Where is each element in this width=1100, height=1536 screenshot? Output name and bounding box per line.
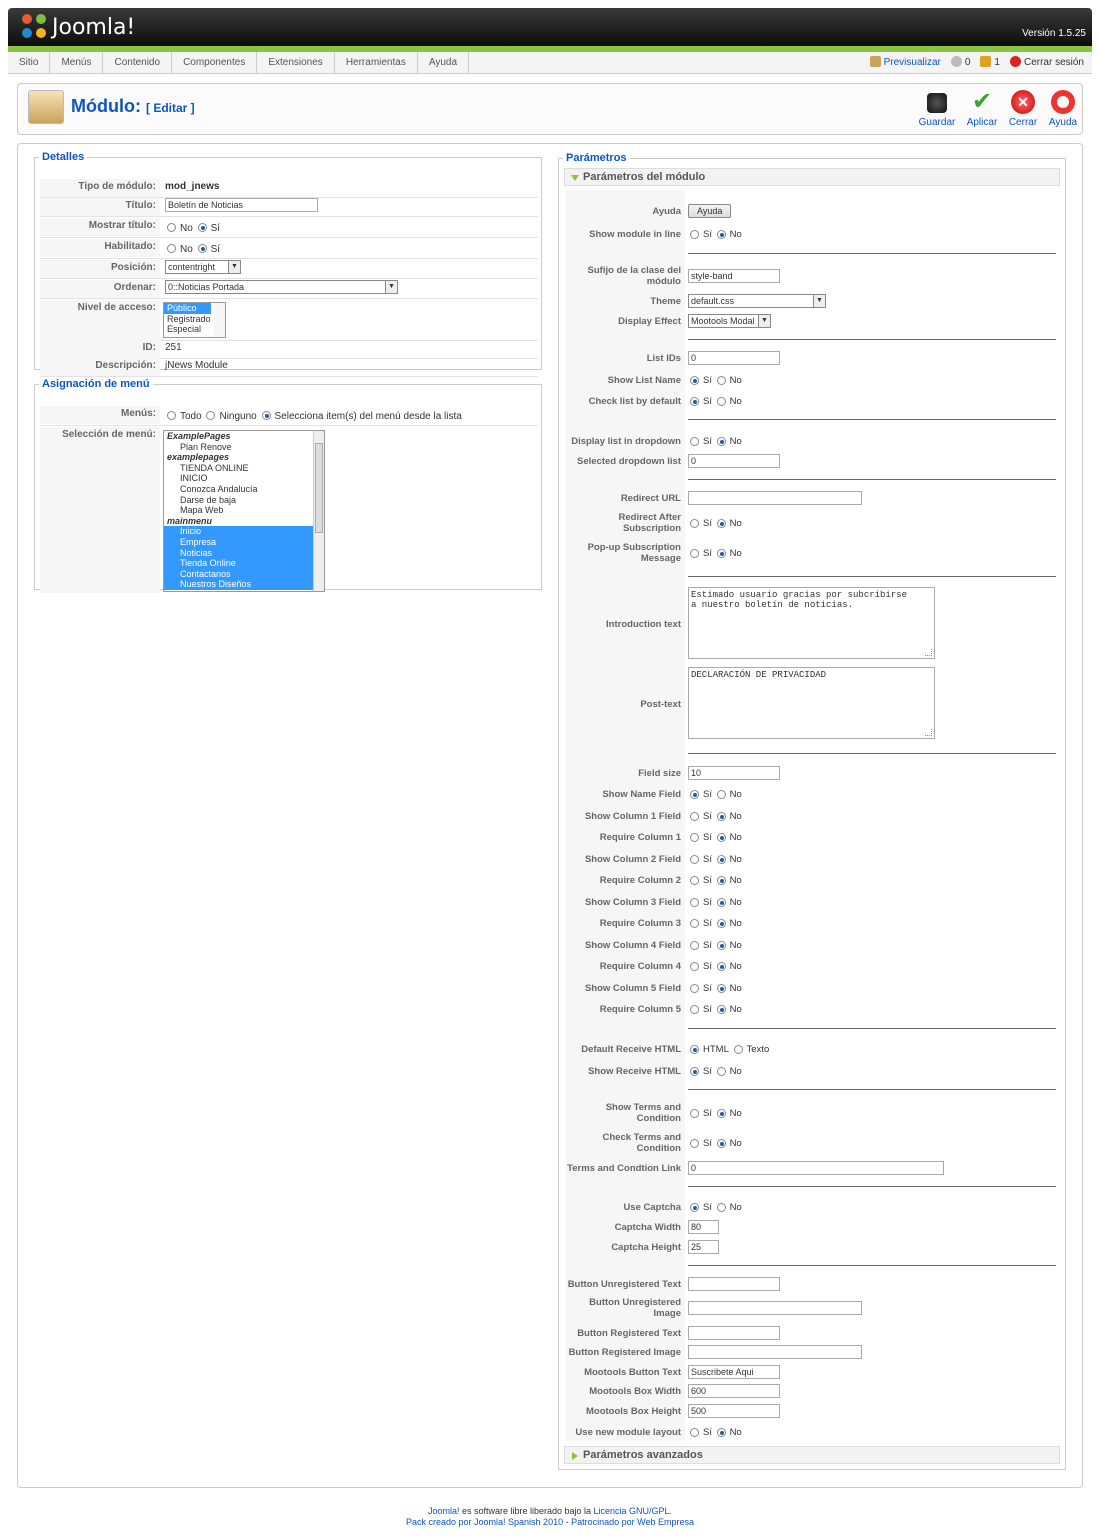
newlayout-row: Use new module layout Sí No: [566, 1423, 1056, 1441]
checklist-yes-radio[interactable]: [690, 397, 699, 406]
license-link[interactable]: Licencia GNU/GPL.: [593, 1506, 673, 1516]
breg-row: Button Registered Text: [566, 1324, 1056, 1342]
divider: [688, 1186, 1056, 1187]
suffix-row: Sufijo de la clase del módulo style-band: [566, 264, 1056, 288]
column4-require-row: Require Column 4 Sí No: [566, 957, 1056, 975]
column1-show-no-radio[interactable]: [717, 812, 726, 821]
captcha-height-row: Captcha Height 25: [566, 1238, 1056, 1256]
menu-herramientas[interactable]: Herramientas: [335, 52, 418, 74]
divider: [688, 253, 1056, 254]
inline-row: Show module in line Sí No: [566, 225, 1056, 243]
position-row: Posición: contentright ▼: [40, 260, 538, 279]
menus-select-radio[interactable]: [262, 411, 271, 420]
captcha-row: Use Captcha Sí No: [566, 1198, 1056, 1216]
enabled-yes-radio[interactable]: [198, 244, 207, 253]
menu-assignment-fieldset: [34, 378, 542, 590]
column3-require-row: Require Column 3 Sí No: [566, 914, 1056, 932]
column2-show-no-radio[interactable]: [717, 855, 726, 864]
enabled-row: Habilitado: No Sí: [40, 239, 538, 259]
list-item[interactable]: Noticias: [164, 548, 313, 559]
position-select[interactable]: contentright ▼: [165, 260, 241, 274]
list-item: ExamplePages: [167, 431, 231, 441]
access-row: Nivel de acceso: Público Registrado Especial: [40, 300, 538, 341]
moowidth-row: Mootools Box Width 600: [566, 1382, 1056, 1400]
version-label: Versión 1.5.25: [1022, 28, 1086, 39]
logo-text: Joomla!: [52, 14, 136, 40]
listname-row: Show List Name Sí No: [566, 371, 1056, 389]
column1-show-row: Show Column 1 Field Sí No: [566, 807, 1056, 825]
popup-yes-radio[interactable]: [690, 549, 699, 558]
column2-show-yes-radio[interactable]: [690, 855, 699, 864]
save-button[interactable]: Guardar: [917, 90, 957, 128]
column4-require-no-radio[interactable]: [717, 962, 726, 971]
bregimg-input[interactable]: [688, 1345, 862, 1359]
moowidth-input[interactable]: 600: [688, 1384, 780, 1398]
menu-contenido[interactable]: Contenido: [103, 52, 172, 74]
captcha-width-input[interactable]: 80: [688, 1220, 719, 1234]
column5-require-no-radio[interactable]: [717, 1005, 726, 1014]
bunregimg-row: Button Unregistered Image: [566, 1296, 1056, 1320]
enabled-no-radio[interactable]: [167, 244, 176, 253]
dropdown-yes-radio[interactable]: [690, 437, 699, 446]
column5-require-row: Require Column 5 Sí No: [566, 1000, 1056, 1018]
defhtml-html-radio[interactable]: [690, 1045, 699, 1054]
id-row: ID: 251: [40, 340, 538, 359]
showhtml-no-radio[interactable]: [717, 1067, 726, 1076]
save-icon: [927, 93, 947, 113]
menus-all-radio[interactable]: [167, 411, 176, 420]
list-item[interactable]: Especial: [167, 324, 202, 335]
column1-require-row: Require Column 1 Sí No: [566, 828, 1056, 846]
preview-icon: [870, 56, 881, 67]
divider: [688, 339, 1056, 340]
list-item: mainmenu: [167, 515, 213, 526]
title-input[interactable]: Boletín de Noticias: [165, 198, 318, 212]
terms-yes-radio[interactable]: [690, 1109, 699, 1118]
advanced-params-toggle[interactable]: Parámetros avanzados: [564, 1446, 1060, 1464]
module-icon: [28, 90, 64, 124]
admin-header: [8, 8, 1092, 46]
bregimg-row: Button Registered Image: [566, 1343, 1056, 1361]
effect-row: Display Effect Mootools Modal ▼: [566, 312, 1056, 330]
intro-row: Introduction text Estimado usuario gracias por subcribirse a nuestro boletín de noticias.: [566, 587, 1056, 661]
title-row: Título: Boletín de Noticias: [40, 198, 538, 217]
chevron-down-icon: ▼: [228, 261, 240, 273]
divider: [688, 1028, 1056, 1029]
desc-row: Descripción: jNews Module: [40, 358, 538, 377]
showname-yes-radio[interactable]: [690, 790, 699, 799]
divider: [688, 1265, 1056, 1266]
captcha-width-row: Captcha Width 80: [566, 1218, 1056, 1236]
joomla-link[interactable]: Joomla!: [427, 1506, 460, 1516]
effect-select[interactable]: Mootools Modal ▼: [688, 314, 771, 328]
newlayout-no-radio[interactable]: [717, 1428, 726, 1437]
redirect-row: Redirect URL: [566, 489, 1056, 507]
show-title-no-radio[interactable]: [167, 223, 176, 232]
intro-textarea[interactable]: Estimado usuario gracias por subcribirse a nuestro boletín de noticias.: [688, 587, 935, 659]
listids-row: List IDs 0: [566, 349, 1056, 367]
module-type: mod_jnews: [165, 181, 220, 192]
posttext-textarea[interactable]: DECLARACIÓN DE PRIVACIDAD: [688, 667, 935, 739]
fieldsize-row: Field size 10: [566, 764, 1056, 782]
redirect-after-yes-radio[interactable]: [690, 519, 699, 528]
menu-ayuda[interactable]: Ayuda: [418, 52, 469, 74]
preview-link[interactable]: Previsualizar: [870, 52, 941, 74]
users-icon: [980, 56, 991, 67]
access-listbox[interactable]: [163, 302, 226, 338]
captcha-no-radio[interactable]: [717, 1203, 726, 1212]
column4-require-yes-radio[interactable]: [690, 962, 699, 971]
showhtml-row: Show Receive HTML Sí No: [566, 1062, 1056, 1080]
checkterms-no-radio[interactable]: [717, 1139, 726, 1148]
list-item[interactable]: Contactanos: [164, 569, 313, 580]
menu-extensiones[interactable]: Extensiones: [257, 52, 334, 74]
column2-require-yes-radio[interactable]: [690, 876, 699, 885]
defhtml-text-radio[interactable]: [734, 1045, 743, 1054]
dropdown-row: Display list in dropdown Sí No: [566, 432, 1056, 450]
scrollbar[interactable]: [214, 303, 225, 337]
fieldsize-input[interactable]: 10: [688, 766, 780, 780]
captcha-yes-radio[interactable]: [690, 1203, 699, 1212]
posttext-row: Post-text DECLARACIÓN DE PRIVACIDAD: [566, 667, 1056, 741]
listname-no-radio[interactable]: [717, 376, 726, 385]
spanish-pack-link[interactable]: Pack creado por Joomla! Spanish 2010: [405, 1517, 564, 1527]
popup-no-radio[interactable]: [717, 549, 726, 558]
messages-icon: [951, 56, 962, 67]
inline-no-radio[interactable]: [717, 230, 726, 239]
seldrop-row: Selected dropdown list 0: [566, 452, 1056, 470]
column5-show-no-radio[interactable]: [717, 984, 726, 993]
theme-row: Theme default.css ▼: [566, 292, 1056, 310]
column3-show-yes-radio[interactable]: [690, 898, 699, 907]
bunreg-row: Button Unregistered Text: [566, 1275, 1056, 1293]
help-param-button[interactable]: Ayuda: [688, 204, 731, 218]
scrollbar[interactable]: [313, 431, 324, 591]
toolbar-box: [17, 83, 1083, 135]
list-item[interactable]: Tienda Online: [164, 558, 313, 569]
column4-show-no-radio[interactable]: [717, 941, 726, 950]
logout-link[interactable]: Cerrar sesión: [1010, 52, 1084, 74]
page-title: Módulo: [ Editar ]: [71, 96, 195, 116]
menus-row: Menús: Todo Ninguno Selecciona item(s) del menú desde la lista: [40, 406, 538, 426]
order-row: Ordenar: 0::Noticias Portada ▼: [40, 280, 538, 299]
column3-require-yes-radio[interactable]: [690, 919, 699, 928]
menu-menus[interactable]: Menús: [50, 52, 103, 74]
close-button[interactable]: ✕ Cerrar: [1003, 90, 1043, 128]
column3-show-no-radio[interactable]: [717, 898, 726, 907]
checkterms-yes-radio[interactable]: [690, 1139, 699, 1148]
column1-show-yes-radio[interactable]: [690, 812, 699, 821]
termslink-input[interactable]: 0: [688, 1161, 944, 1175]
breg-input[interactable]: [688, 1326, 780, 1340]
mootext-row: Mootools Button Text Suscribete Aqui: [566, 1363, 1056, 1381]
terms-no-radio[interactable]: [717, 1109, 726, 1118]
redirect-input[interactable]: [688, 491, 862, 505]
type-row: Tipo de módulo: mod_jnews: [40, 179, 538, 198]
inline-yes-radio[interactable]: [690, 230, 699, 239]
divider: [688, 479, 1056, 480]
chevron-down-icon: ▼: [758, 315, 770, 327]
popup-row: Pop-up Subscription Message Sí No: [566, 541, 1056, 565]
list-item: examplepages: [167, 452, 230, 463]
menu-selection-listbox[interactable]: [163, 430, 325, 592]
dropdown-no-radio[interactable]: [717, 437, 726, 446]
column5-show-yes-radio[interactable]: [690, 984, 699, 993]
show-title-yes-radio[interactable]: [198, 223, 207, 232]
main-menu: [8, 52, 1092, 74]
showname-no-radio[interactable]: [717, 790, 726, 799]
column3-require-no-radio[interactable]: [717, 919, 726, 928]
footer: Joomla! es software libre liberado bajo la Licencia GNU/GPL. Pack creado por Joomla! Spanish 2010 - Patrocinado por Web Empresa: [405, 1506, 694, 1527]
params-legend: Parámetros: [566, 152, 627, 164]
users-count: 1: [980, 52, 1000, 74]
column5-require-yes-radio[interactable]: [690, 1005, 699, 1014]
redirect-after-row: Redirect After Subscription Sí No: [566, 511, 1056, 535]
list-item[interactable]: TIENDA ONLINE: [180, 462, 249, 473]
list-item[interactable]: Público: [164, 303, 211, 314]
list-item[interactable]: Nuestros Diseños: [164, 579, 313, 590]
help-button[interactable]: Ayuda: [1043, 90, 1083, 128]
seldrop-input[interactable]: 0: [688, 454, 780, 468]
column2-show-row: Show Column 2 Field Sí No: [566, 850, 1056, 868]
divider: [688, 576, 1056, 577]
column5-show-row: Show Column 5 Field Sí No: [566, 979, 1056, 997]
list-item[interactable]: Mapa Web: [180, 505, 224, 516]
column2-require-no-radio[interactable]: [717, 876, 726, 885]
suffix-input[interactable]: style-band: [688, 269, 780, 283]
details-fieldset: [34, 151, 542, 370]
list-item[interactable]: INICIO: [180, 473, 208, 484]
menus-none-radio[interactable]: [206, 411, 215, 420]
newlayout-yes-radio[interactable]: [690, 1428, 699, 1437]
triangle-down-icon: [571, 175, 579, 181]
listids-input[interactable]: 0: [688, 351, 780, 365]
column2-require-row: Require Column 2 Sí No: [566, 871, 1056, 889]
order-select[interactable]: 0::Noticias Portada ▼: [165, 280, 398, 294]
captcha-height-input[interactable]: 25: [688, 1240, 719, 1254]
triangle-right-icon: [572, 1452, 578, 1460]
list-item[interactable]: Empresa: [164, 537, 313, 548]
show-title-row: Mostrar título: No Sí: [40, 218, 538, 238]
menu-sitio[interactable]: Sitio: [8, 52, 50, 74]
messages-count: 0: [951, 52, 971, 74]
column3-show-row: Show Column 3 Field Sí No: [566, 893, 1056, 911]
theme-select[interactable]: default.css ▼: [688, 294, 826, 308]
details-legend: Detalles: [42, 151, 85, 163]
bunregimg-input[interactable]: [688, 1301, 862, 1315]
showhtml-yes-radio[interactable]: [690, 1067, 699, 1076]
module-params-toggle[interactable]: Parámetros del módulo: [564, 168, 1060, 186]
redirect-after-no-radio[interactable]: [717, 519, 726, 528]
list-item[interactable]: Inicio: [164, 526, 313, 537]
checklist-no-radio[interactable]: [717, 397, 726, 406]
checkmark-icon: ✔: [971, 88, 993, 115]
apply-button[interactable]: ✔ Aplicar: [966, 88, 998, 128]
list-item[interactable]: Darse de baja: [180, 494, 237, 505]
sponsor-link[interactable]: Patrocinado por Web Empresa: [571, 1517, 694, 1527]
menu-componentes[interactable]: Componentes: [172, 52, 257, 74]
menu-assignment-legend: Asignación de menú: [42, 378, 150, 390]
checklist-row: Check list by default Sí No: [566, 392, 1056, 410]
list-item[interactable]: Registrado: [167, 313, 211, 324]
help-row: Ayuda Ayuda: [566, 202, 1056, 220]
mooheight-input[interactable]: 500: [688, 1404, 780, 1418]
termslink-row: Terms and Condtion Link 0: [566, 1159, 1056, 1177]
joomla-logo-icon: [22, 14, 48, 40]
divider: [688, 1089, 1056, 1090]
defhtml-row: Default Receive HTML HTML Texto: [566, 1040, 1056, 1058]
chevron-down-icon: ▼: [385, 281, 397, 293]
chevron-down-icon: ▼: [813, 295, 825, 307]
column4-show-yes-radio[interactable]: [690, 941, 699, 950]
checkterms-row: Check Terms and Condition Sí No: [566, 1131, 1056, 1155]
divider: [688, 419, 1056, 420]
joomla-logo: [22, 13, 135, 41]
close-icon: ✕: [1011, 90, 1035, 114]
logout-icon: [1010, 56, 1021, 67]
mootext-input[interactable]: Suscribete Aqui: [688, 1365, 780, 1379]
menu-selection-row: Selección de menú: ExamplePages Plan Renove examplepages TIENDA ONLINE INICIO Conozca Andalucía Darse de baja Mapa Web mainmenu Inicio Empresa Noticias Tienda Online Contactanos Nuestros Diseños: [40, 427, 538, 594]
column1-require-yes-radio[interactable]: [690, 833, 699, 842]
scrollbar-thumb[interactable]: [315, 443, 323, 533]
bunreg-input[interactable]: [688, 1277, 780, 1291]
showname-row: Show Name Field Sí No: [566, 785, 1056, 803]
column4-show-row: Show Column 4 Field Sí No: [566, 936, 1056, 954]
listname-yes-radio[interactable]: [690, 376, 699, 385]
column1-require-no-radio[interactable]: [717, 833, 726, 842]
mooheight-row: Mootools Box Height 500: [566, 1402, 1056, 1420]
terms-row: Show Terms and Condition Sí No: [566, 1101, 1056, 1125]
lifebuoy-icon: [1051, 90, 1075, 114]
list-item[interactable]: Conozca Andalucía: [180, 483, 258, 494]
divider: [688, 753, 1056, 754]
status-area: [870, 52, 1084, 74]
list-item[interactable]: Plan Renove: [180, 441, 232, 452]
